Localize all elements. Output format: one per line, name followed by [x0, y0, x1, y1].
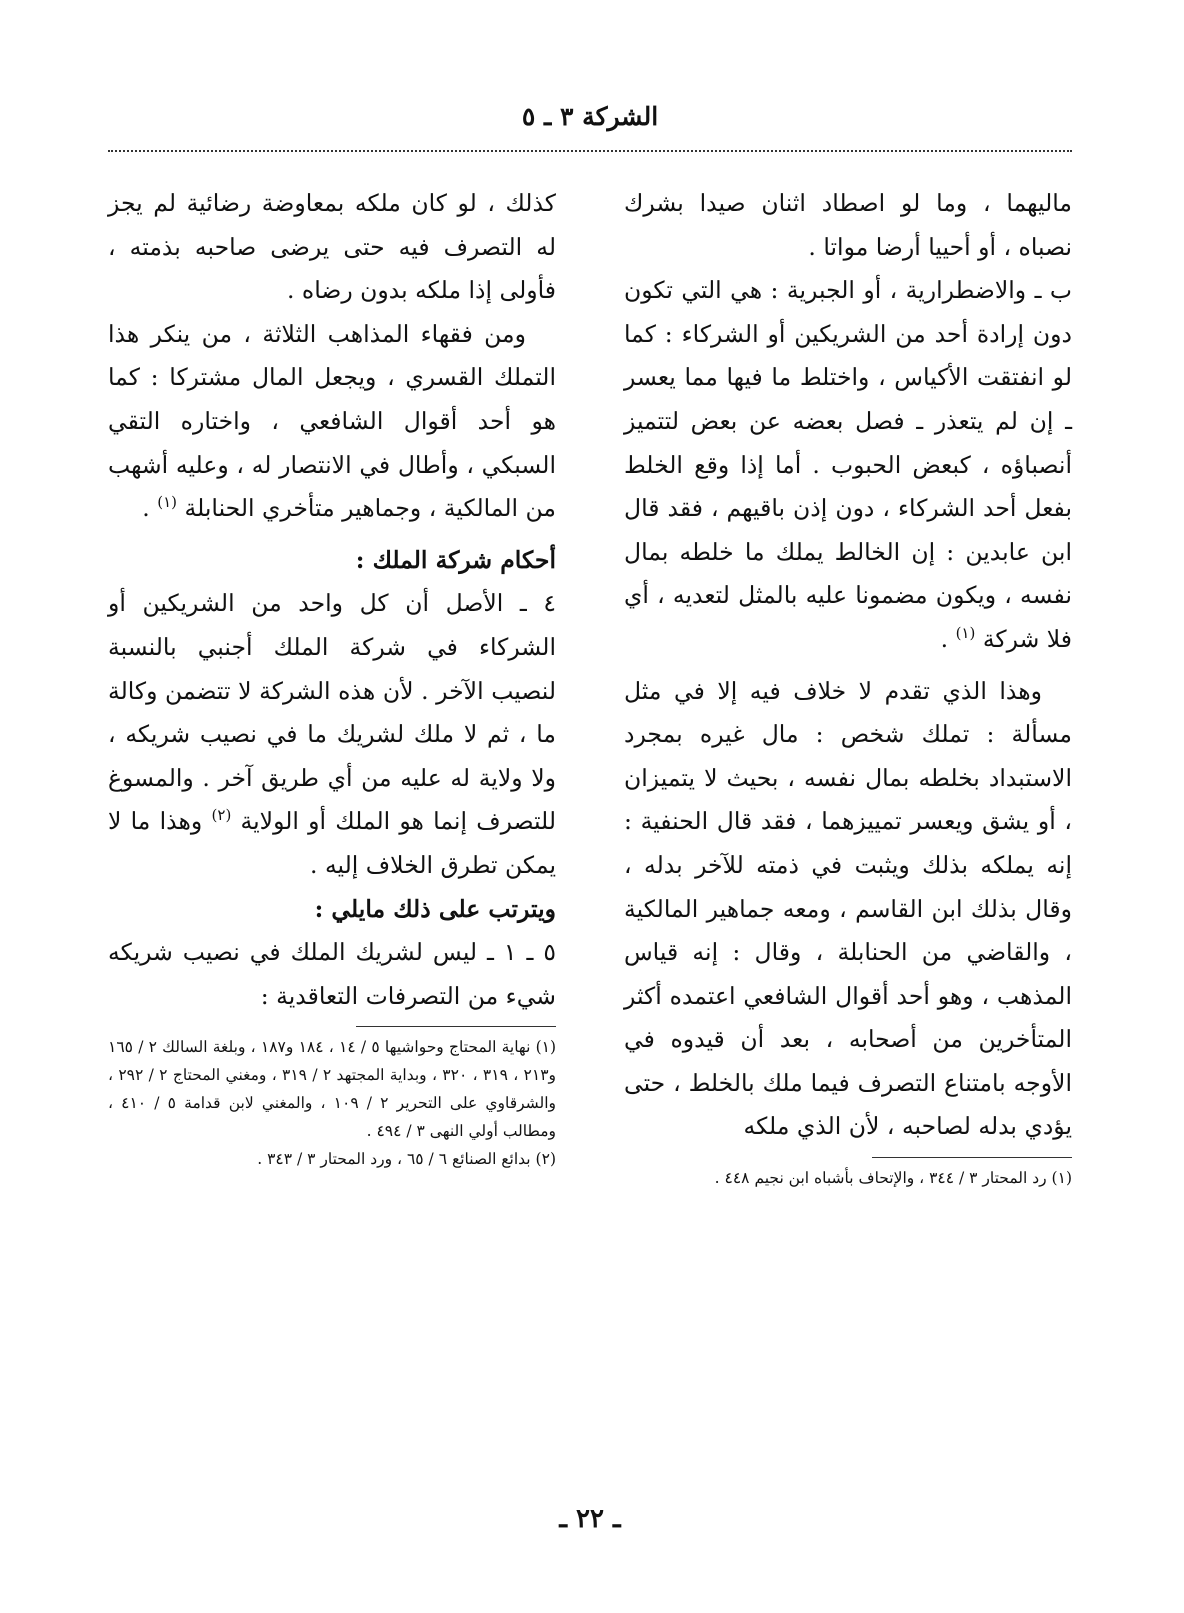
paragraph-madhahib: ومن فقهاء المذاهب الثلاثة ، من ينكر هذا التملك القسري ، ويجعل المال مشتركا : كما هو أحد أقوال الشافعي ، واختاره التقي السبكي ، وأطال في الانتصار له ، وعليه أشهب من المالكية ، وجماهير متأخري الحنابلة $^{(١)}$ . [108, 319, 556, 523]
paragraph-b: ب ـ والاضطرارية ، أو الجبرية : هي التي تكون دون إرادة أحد من الشريكين أو الشركاء : كما لو انفتقت الأكياس ، واختلط ما فيها مما يعسر ـ إن لم يتعذر ـ فصل بعضه عن بعض لتتميز أنصباؤه ، كبعض الحبوب . أما إذا وقع الخلط بفعل أحد الشركاء ، دون إذن باقيهم ، فقد قال ابن عابدين : إن الخالط يملك ما خلطه بمال نفسه ، ويكون مضمونا عليه بالمثل لتعديه ، أي فلا شركة $^{(١)}$ . [624, 276, 1072, 653]
footnote: (١) نهاية المحتاج وحواشيها ٥ / ١٤ ، ١٨٤ و١٨٧ ، وبلغة السالك ٢ / ١٦٥ و٢١٣ ، ٣١٩ ، ٣٢٠ ، وبداية المجتهد ٢ / ٣١٩ ، ومغني المحتاج ٢ / ٢٩٢ ، والشرقاوي على التحرير ٢ / ١٠٩ ، والمغني لابن قدامة ٥ / ٤١٠ ، ومطالب أولي النهى ٣ / ٤٩٤ . [108, 1038, 557, 1141]
paragraph-text: ٤ ـ الأصل أن كل واحد من الشريكين أو الشركاء في شركة الملك أجنبي بالنسبة لنصيب الآخر . لأن هذه الشركة لا تتضمن وكالة ما ، ثم لا ملك لشريك ما في نصيب شريكه ، ولا ولاية له عليه من أي طريق آخر . والمسوغ للتصرف إنما هو الملك أو الولاية [108, 589, 556, 836]
left-column-body [108, 182, 556, 1018]
paragraph-text: ومن فقهاء المذاهب الثلاثة ، من ينكر هذا التملك القسري ، ويجعل المال مشتركا : كما هو أحد أقوال الشافعي ، واختاره التقي السبكي ، وأطال في الانتصار له ، وعليه أشهب من المالكية ، وجماهير متأخري الحنابلة [108, 319, 556, 523]
paragraph: كذلك ، لو كان ملكه بمعاوضة رضائية لم يجز له التصرف فيه حتى يرضى صاحبه بذمته ، فأولى إذا ملكه بدون رضاه . [108, 189, 556, 305]
paragraph-5: ٥ ـ ١ ـ ليس لشريك الملك في نصيب شريكه شيء من التصرفات التعاقدية : [108, 938, 556, 1010]
paragraph-4 [108, 582, 556, 887]
paragraph: ماليهما ، وما لو اصطاد اثنان صيدا بشرك نصباه ، أو أحييا أرضا مواتا . [624, 189, 1072, 261]
section-heading: أحكام شركة الملك : [355, 545, 556, 574]
running-header [108, 96, 1072, 152]
footnote-marker: (٢) [211, 806, 232, 825]
paragraph-text: ب ـ والاضطرارية ، أو الجبرية : هي التي تكون دون إرادة أحد من الشريكين أو الشركاء : كما لو انفتقت الأكياس ، واختلط ما فيها مما يعسر ـ إن لم يتعذر ـ فصل بعضه عن بعض لتتميز أنصباؤه ، كبعض الحبوب . أما إذا وقع الخلط بفعل أحد الشركاء ، دون إذن باقيهم ، فقد قال ابن عابدين : إن الخالط يملك ما خلطه بمال نفسه ، ويكون مضمونا عليه بالمثل لتعديه ، أي فلا شركة [624, 276, 1072, 653]
header-dotted-rule [108, 150, 1072, 152]
right-footnotes [624, 1164, 1072, 1192]
page-title: الشركة ٣ ـ ٥ [521, 102, 659, 131]
right-column-body [624, 182, 1072, 1149]
footnote: (١) رد المحتار ٣ / ٣٤٤ ، والإتحاف بأشباه ابن نجيم ٤٤٨ . [714, 1169, 1072, 1188]
paragraph: وهذا الذي تقدم لا خلاف فيه إلا في مثل مسألة : تملك شخص : مال غيره بمجرد الاستبداد بخلطه بمال نفسه ، بحيث لا يتميزان ، أو يشق ويعسر تمييزهما ، فقد قال الحنفية : إنه يملكه بذلك ويثبت في ذمته للآخر بدله ، وقال بذلك ابن القاسم ، ومعه جماهير المالكية ، والقاضي من الحنابلة ، وقال : إنه قياس المذهب ، وهو أحد أقوال الشافعي اعتمده أكثر المتأخرين من أصحابه ، بعد أن قيدوه في الأوجه بامتناع التصرف فيما ملك بالخلط ، حتى يؤدي بدله لصاحبه ، لأن الذي ملكه [624, 676, 1072, 1141]
footnote-separator [356, 1026, 556, 1027]
paragraph-tail: وهذا ما لا يمكن تطرق الخلاف إليه . [108, 807, 556, 879]
left-footnotes [108, 1033, 556, 1173]
footnote: (٢) بدائع الصنائع ٦ / ٦٥ ، ورد المحتار ٣ / ٣٤٣ . [257, 1150, 556, 1169]
book-page [108, 96, 1072, 1536]
footnote-marker: (١) [157, 493, 177, 512]
footnote-marker: (١) [955, 624, 976, 643]
subsection-heading: ويترتب على ذلك مايلي : [314, 894, 556, 923]
left-column [108, 182, 556, 1173]
footnote-separator [872, 1157, 1072, 1158]
right-column [624, 182, 1072, 1192]
page-number: ـ ٢٢ ـ [559, 1504, 621, 1534]
